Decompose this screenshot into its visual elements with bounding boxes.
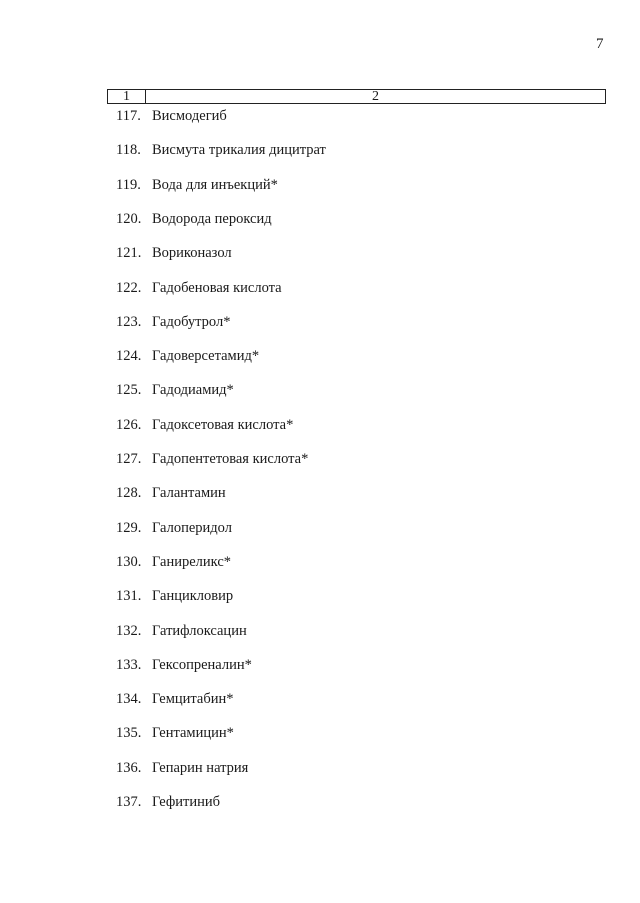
item-name: Гатифлоксацин <box>152 622 247 639</box>
item-name: Висмута трикалия дицитрат <box>152 142 326 159</box>
item-number: 131. <box>116 588 142 605</box>
item-name: Гентамицин* <box>152 725 234 742</box>
item-number: 134. <box>116 691 142 708</box>
item-number: 119. <box>116 176 141 193</box>
item-name: Гадопентетовая кислота* <box>152 451 309 467</box>
item-number: 137. <box>116 794 142 810</box>
item-name: Гексопреналин* <box>152 656 252 673</box>
item-name: Гадодиамид* <box>152 382 234 399</box>
item-name: Ганцикловир <box>152 588 234 605</box>
item-name: Гефитиниб <box>152 794 221 810</box>
item-name: Водорода пероксид <box>152 210 272 227</box>
item-name: Ганиреликс* <box>152 553 232 570</box>
item-name: Висмодегиб <box>152 108 227 124</box>
table-header <box>107 89 606 104</box>
page-number: 7 <box>596 36 604 52</box>
item-name: Гадоверсетамид* <box>152 348 260 365</box>
item-number: 132. <box>116 622 142 639</box>
item-name: Гадобеновая кислота <box>152 279 282 296</box>
item-number: 125. <box>116 382 142 399</box>
table-header-col-2: 2 <box>372 89 379 104</box>
item-name: Гемцитабин* <box>152 691 234 708</box>
table-header-col-1: 1 <box>108 90 146 103</box>
item-name: Гадоксетовая кислота* <box>152 416 294 433</box>
item-number: 121. <box>116 245 142 262</box>
item-number: 127. <box>116 451 142 467</box>
item-name: Вода для инъекций* <box>152 176 278 193</box>
item-number: 118. <box>116 142 141 159</box>
item-number: 133. <box>116 656 142 673</box>
item-number: 120. <box>116 210 142 227</box>
item-name: Гадобутрол* <box>152 313 231 330</box>
item-number: 135. <box>116 725 142 742</box>
item-number: 129. <box>116 519 142 536</box>
item-name: Вориконазол <box>152 245 232 262</box>
item-number: 128. <box>116 485 142 502</box>
item-number: 130. <box>116 553 142 570</box>
item-number: 117. <box>116 108 141 124</box>
item-name: Галоперидол <box>152 519 232 536</box>
item-name: Галантамин <box>152 485 226 502</box>
item-name: Гепарин натрия <box>152 759 249 776</box>
item-number: 122. <box>116 279 142 296</box>
item-number: 126. <box>116 416 142 433</box>
item-number: 123. <box>116 313 142 330</box>
item-number: 124. <box>116 348 142 365</box>
item-number: 136. <box>116 759 142 776</box>
